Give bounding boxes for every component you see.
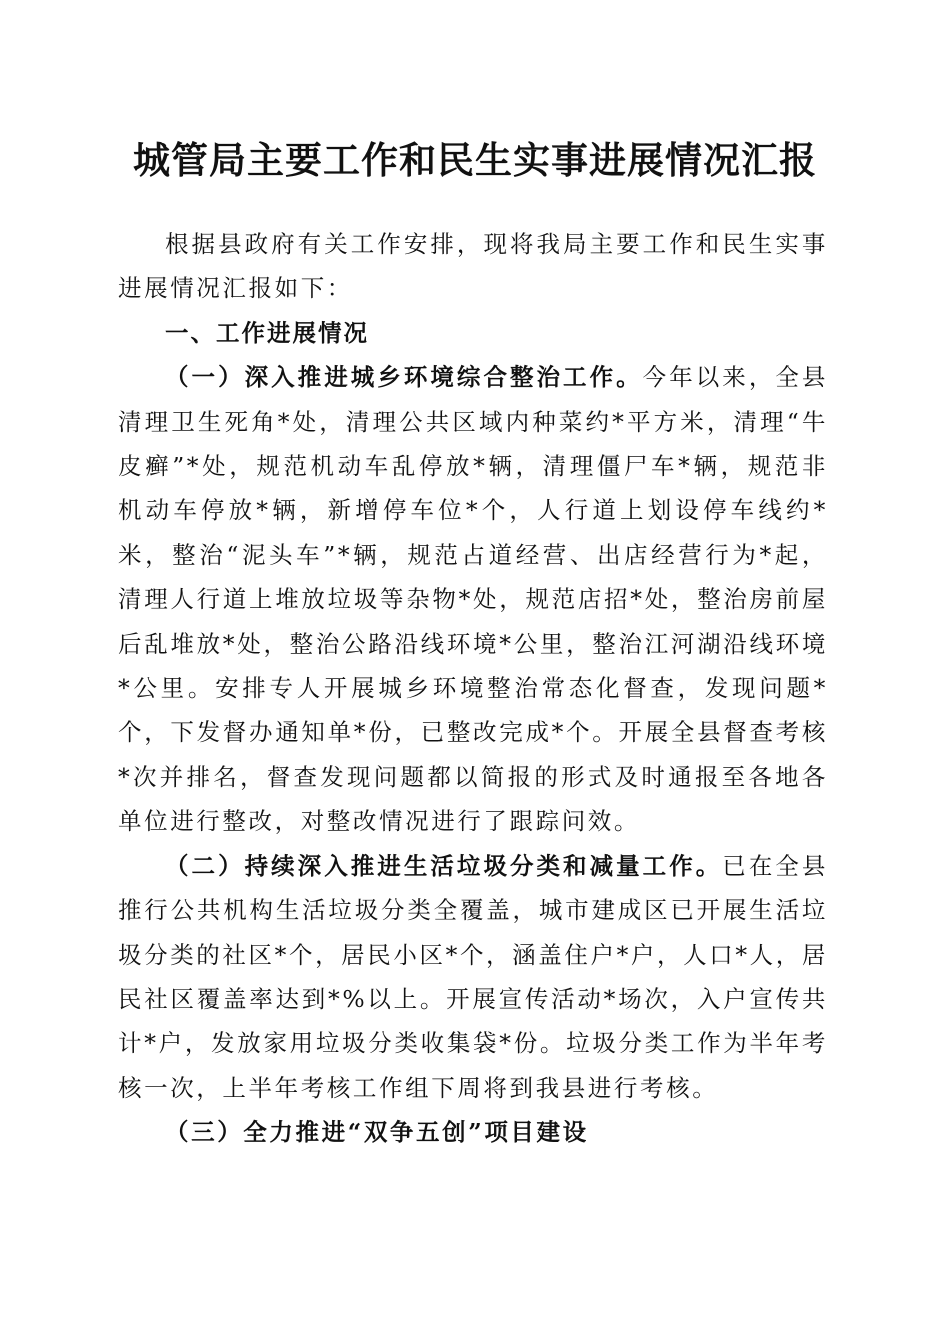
item-3-lead: （三）全力推进“双争五创”项目建设 (165, 1118, 589, 1147)
paragraph-item-2 (118, 844, 828, 1110)
section-heading-1: 一、工作进展情况 (165, 318, 369, 347)
item-1-text: 今年以来，全县清理卫生死角*处，清理公共区域内种菜约*平方米，清理“牛皮癣”*处，规范机动车乱停放*辆，清理僵尸车*辆，规范非机动车停放*辆，新增停车位*个，人行道上划设停车线约*米，整治“泥头车”*辆，规范占道经营、出店经营行为*起，清理人行道上堆放垃圾等杂物*处，规范店招*处，整治房前屋后乱堆放*处，整治公路沿线环境*公里，整治江河湖沿线环境*公里。安排专人开展城乡环境整治常态化督查，发现问题*个，下发督办通知单*份，已整改完成*个。开展全县督查考核*次并排名，督查发现问题都以简报的形式及时通报至各地各单位进行整改，对整改情况进行了跟踪问效。 (118, 363, 828, 836)
document-body (118, 222, 828, 1155)
item-1-lead: （一）深入推进城乡环境综合整治工作。 (165, 363, 643, 392)
document-title: 城管局主要工作和民生实事进展情况汇报 (133, 138, 817, 182)
paragraph-item-1 (118, 355, 828, 843)
paragraph-item-3 (118, 1110, 828, 1154)
item-2-lead: （二）持续深入推进生活垃圾分类和减量工作。 (165, 851, 723, 880)
intro-paragraph: 根据县政府有关工作安排，现将我局主要工作和民生实事进展情况汇报如下： (118, 230, 828, 303)
item-2-text: 已在全县推行公共机构生活垃圾分类全覆盖，城市建成区已开展生活垃圾分类的社区*个，居民小区*个，涵盖住户*户，人口*人，居民社区覆盖率达到*%以上。开展宣传活动*场次，入户宣传共计*户，发放家用垃圾分类收集袋*份。垃圾分类工作为半年考核一次，上半年考核工作组下周将到我县进行考核。 (118, 851, 828, 1102)
